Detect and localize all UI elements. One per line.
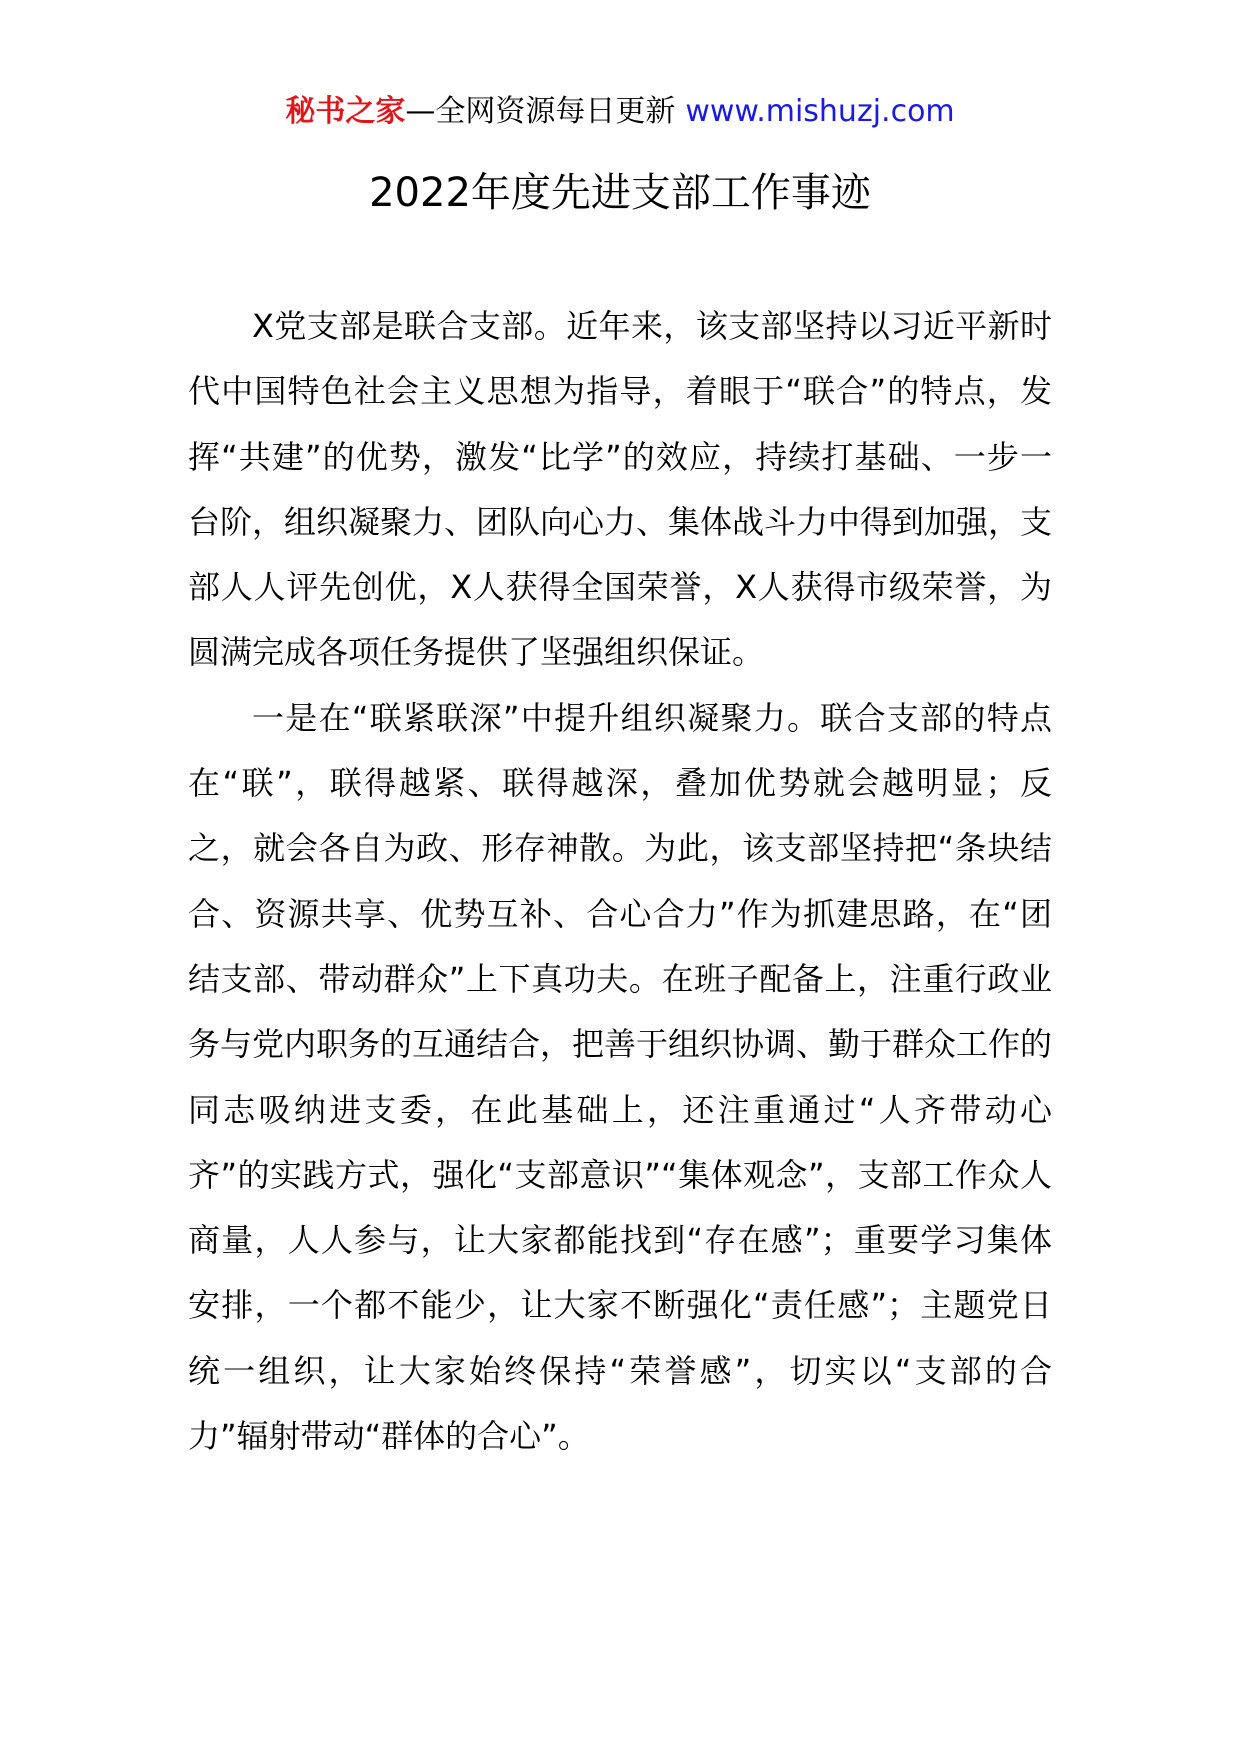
paragraph-section-one: 一是在“联紧联深”中提升组织凝聚力。联合支部的特点在“联”，联得越紧、联得越深，叠加优势就会越明显；反之，就会各自为政、形存神散。为此，该支部坚持把“条块结合、资源共享、优势互补、合心合力”作为抓建思路，在“团结支部、带动群众”上下真功夫。在班子配备上，注重行政业务与党内职务的互通结合，把善于组织协调、勤于群众工作的同志吸纳进支委，在此基础上，还注重通过“人齐带动心齐”的实践方式，强化“支部意识”“集体观念”，支部工作众人商量，人人参与，让大家都能找到“存在感”；重要学习集体安排，一个都不能少，让大家不断强化“责任感”；主题党日统一组织，让大家始终保持“荣誉感”，切实以“支部的合力”辐射带动“群体的合心”。 — [188, 698, 1053, 1456]
header-tagline: —全网资源每日更新 — [405, 94, 676, 129]
document-title: 2022年度先进支部工作事迹 — [369, 170, 871, 216]
brand-name: 秘书之家 — [285, 94, 406, 129]
paragraph-intro: X党支部是联合支部。近年来，该支部坚持以习近平新时代中国特色社会主义思想为指导，着眼于“联合”的特点，发挥“共建”的优势，激发“比学”的效应，持续打基础、一步一台阶，组织凝聚力、团队向心力、集体战斗力中得到加强，支部人人评先创优，X人获得全国荣誉，X人获得市级荣誉，为圆满完成各项任务提供了坚强组织保证。 — [188, 307, 1053, 672]
document-body — [188, 294, 1052, 1469]
site-header — [0, 92, 1240, 132]
site-url-link[interactable]: www.mishuzj.com — [685, 94, 955, 129]
